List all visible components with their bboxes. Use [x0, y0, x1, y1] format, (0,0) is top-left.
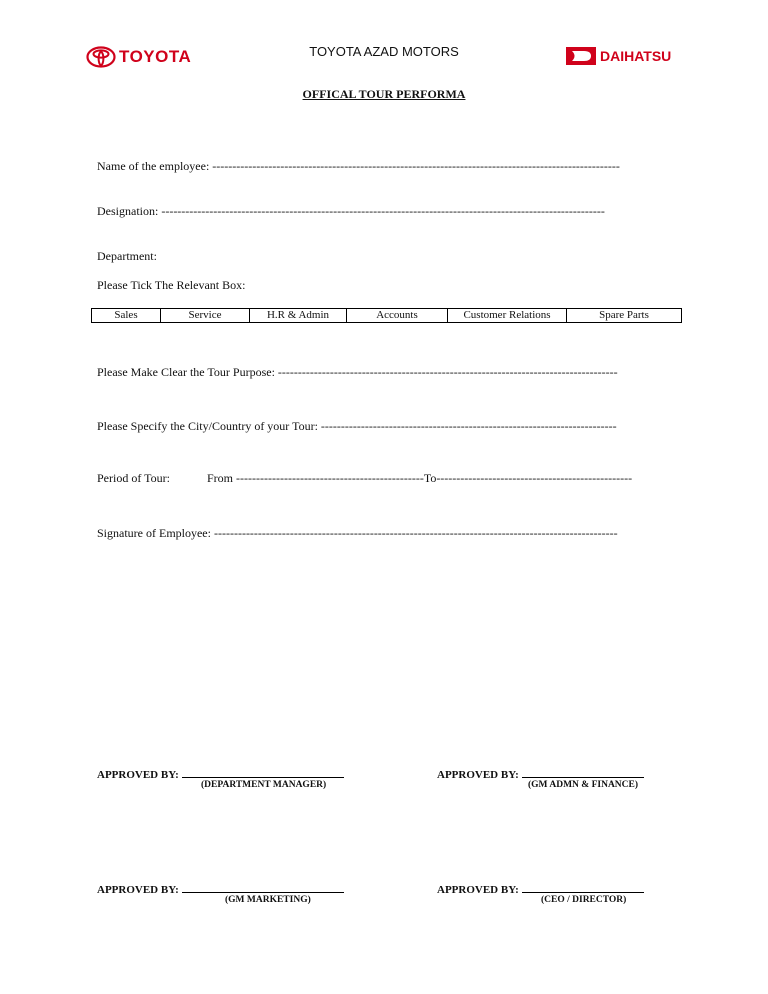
approved-by-label: APPROVED BY:	[437, 769, 519, 781]
tour-purpose-field[interactable]: Please Make Clear the Tour Purpose: -------------------------------------------------------------------------------------	[97, 365, 618, 379]
signature-line[interactable]	[522, 880, 644, 893]
approval-role: (CEO / DIRECTOR)	[541, 895, 627, 905]
approval-role: (GM ADMN & FINANCE)	[528, 780, 639, 790]
department-option-sales[interactable]: Sales	[92, 309, 161, 323]
designation-field[interactable]: Designation: ---------------------------------------------------------------------------------------------------------------	[97, 204, 605, 218]
department-table	[91, 308, 682, 323]
approval-role: (GM MARKETING)	[225, 895, 311, 905]
signature-line[interactable]	[182, 765, 344, 778]
company-name: TOYOTA AZAD MOTORS	[309, 44, 459, 59]
department-option-service[interactable]: Service	[161, 309, 250, 323]
department-option-accounts[interactable]: Accounts	[347, 309, 448, 323]
signature-field[interactable]: Signature of Employee: -----------------------------------------------------------------------------------------------------	[97, 526, 618, 540]
form-title: OFFICAL TOUR PERFORMA	[302, 87, 466, 101]
approval-gm-admin-finance	[437, 765, 644, 781]
department-option-hr-admin[interactable]: H.R & Admin	[250, 309, 347, 323]
daihatsu-emblem-icon	[566, 47, 596, 65]
approval-gm-marketing	[97, 880, 344, 896]
period-label: Period of Tour:	[97, 471, 170, 485]
tick-prompt: Please Tick The Relevant Box:	[97, 278, 246, 292]
table-row	[92, 309, 682, 323]
toyota-wordmark: TOYOTA	[119, 47, 192, 66]
approval-ceo-director	[437, 880, 644, 896]
signature-line[interactable]	[522, 765, 644, 778]
approved-by-label: APPROVED BY:	[97, 769, 179, 781]
signature-line[interactable]	[182, 880, 344, 893]
approved-by-label: APPROVED BY:	[97, 884, 179, 896]
approval-department-manager	[97, 765, 344, 781]
approved-by-label: APPROVED BY:	[437, 884, 519, 896]
department-label: Department:	[97, 249, 157, 263]
employee-name-field[interactable]: Name of the employee: ------------------------------------------------------------------------------------------------------	[97, 159, 620, 173]
department-option-customer-relations[interactable]: Customer Relations	[448, 309, 567, 323]
city-country-field[interactable]: Please Specify the City/Country of your Tour: --------------------------------------------------------------------------	[97, 419, 617, 433]
department-option-spare-parts[interactable]: Spare Parts	[567, 309, 682, 323]
daihatsu-wordmark: DAIHATSU	[600, 48, 672, 64]
period-range-field[interactable]: From -----------------------------------------------To-------------------------------------------------	[207, 471, 633, 485]
daihatsu-logo	[566, 44, 671, 68]
approval-role: (DEPARTMENT MANAGER)	[201, 780, 327, 790]
